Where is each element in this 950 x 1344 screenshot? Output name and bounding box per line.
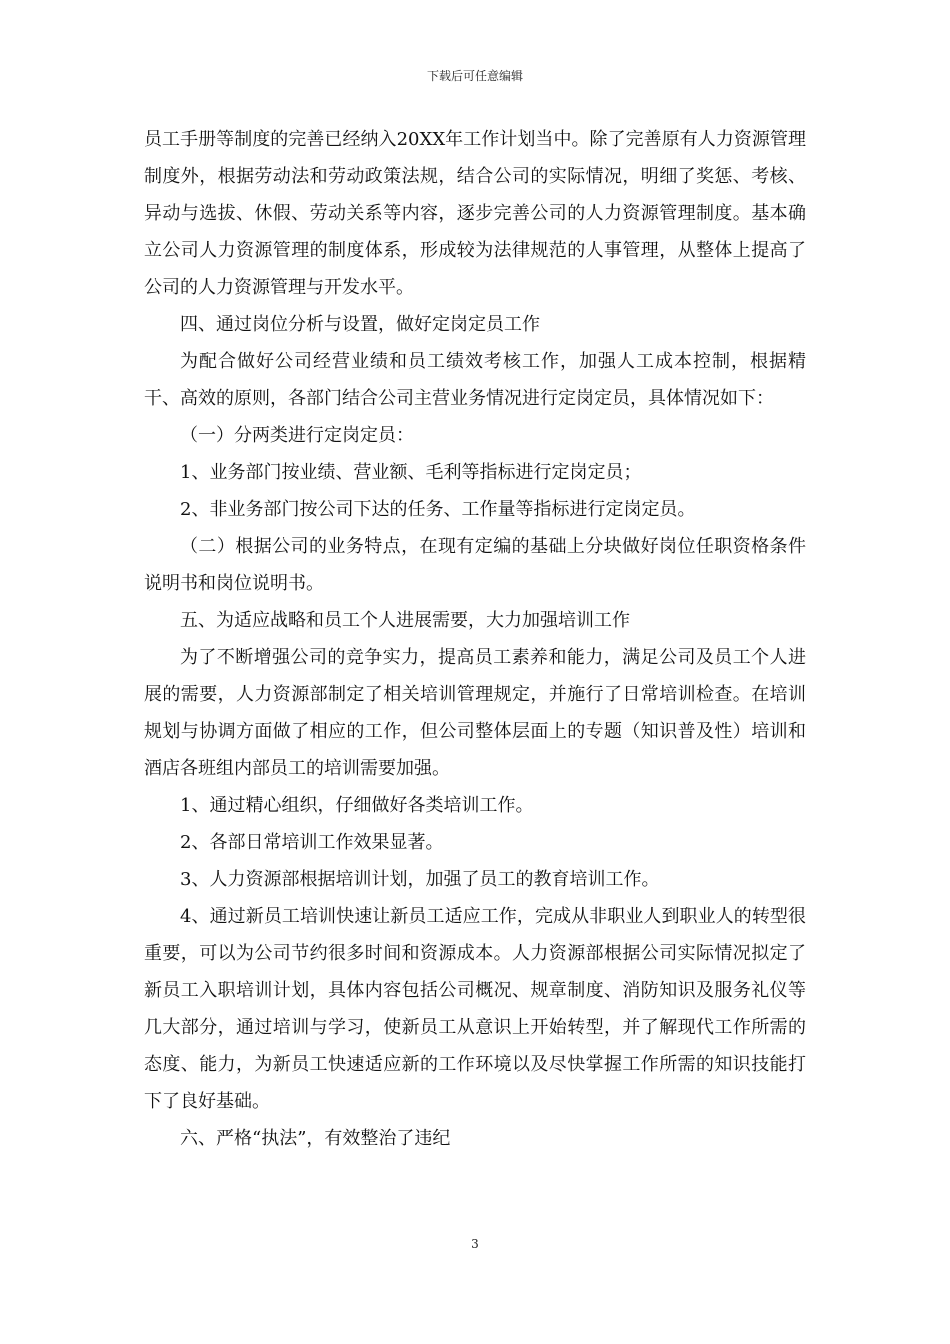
subheading-1: （一）分两类进行定岗定员：	[180, 425, 414, 446]
section-heading-4: 四、通过岗位分析与设置，做好定岗定员工作	[180, 314, 540, 335]
section-heading-6: 六、严格“执法”，有效整治了违纪	[180, 1128, 451, 1149]
list-item: 3、人力资源部根据培训计划，加强了员工的教育培训工作。	[180, 869, 660, 890]
list-item: 2、非业务部门按公司下达的任务、工作量等指标进行定岗定员。	[180, 499, 696, 520]
list-item: 2、各部日常培训工作效果显著。	[180, 832, 444, 853]
list-item: 4、通过新员工培训快速让新员工适应工作，完成从非职业人到职业人的转型很重要，可以为公司节约很多时间和资源成本。人力资源部根据公司实际情况拟定了新员工入职培训计划，具体内容包括公司概况、规章制度、消防知识及服务礼仪等几大部分，通过培训与学习，使新员工从意识上开始转型，并了解现代工作所需的态度、能力，为新员工快速适应新的工作环境以及尽快掌握工作所需的知识技能打下了良好基础。	[144, 906, 806, 1112]
document-body	[144, 121, 806, 1157]
paragraph-3: 为了不断增强公司的竞争实力，提高员工素养和能力，满足公司及员工个人进展的需要，人力资源部制定了相关培训管理规定，并施行了日常培训检查。在培训规划与协调方面做了相应的工作，但公司整体层面上的专题（知识普及性）培训和酒店各班组内部员工的培训需要加强。	[144, 647, 806, 779]
section-heading-5: 五、为适应战略和员工个人进展需要，大力加强培训工作	[180, 610, 630, 631]
page-header: 下载后可任意编辑	[426, 69, 523, 83]
subheading-2: （二）根据公司的业务特点，在现有定编的基础上分块做好岗位任职资格条件说明书和岗位说明书。	[144, 536, 806, 594]
paragraph-2: 为配合做好公司经营业绩和员工绩效考核工作，加强人工成本控制，根据精干、高效的原则，各部门结合公司主营业务情况进行定岗定员，具体情况如下：	[144, 351, 806, 409]
page-number: 3	[471, 1237, 479, 1251]
paragraph-1: 员工手册等制度的完善已经纳入20XX年工作计划当中。除了完善原有人力资源管理制度外，根据劳动法和劳动政策法规，结合公司的实际情况，明细了奖惩、考核、异动与选拔、休假、劳动关系等内容，逐步完善公司的人力资源管理制度。基本确立公司人力资源管理的制度体系，形成较为法律规范的人事管理，从整体上提高了公司的人力资源管理与开发水平。	[144, 129, 806, 298]
list-item: 1、业务部门按业绩、营业额、毛利等指标进行定岗定员；	[180, 462, 642, 483]
list-item: 1、通过精心组织，仔细做好各类培训工作。	[180, 795, 534, 816]
